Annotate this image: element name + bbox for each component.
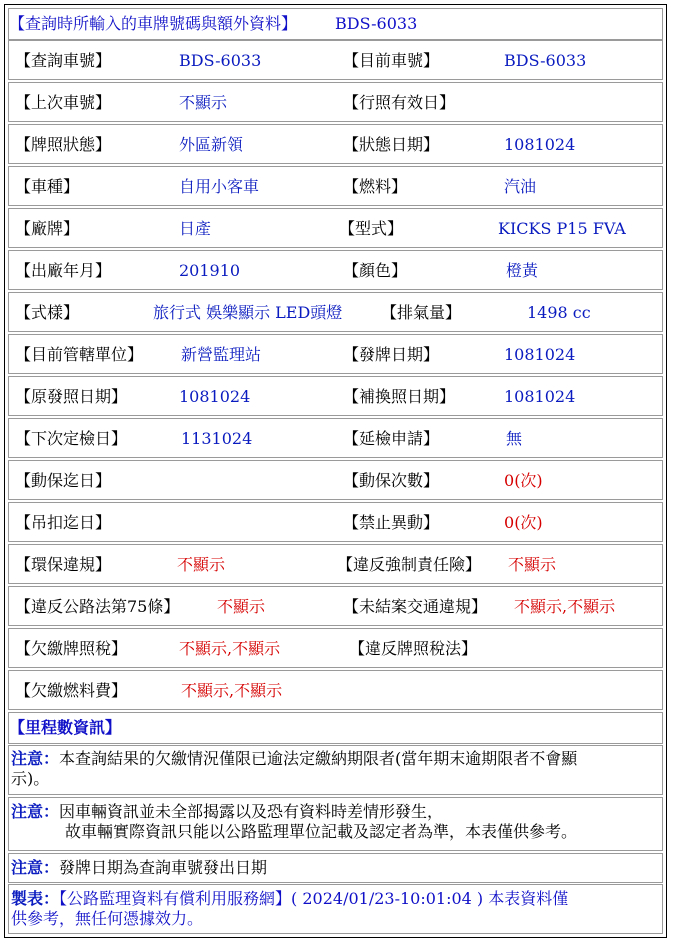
- value-query-plate: BDS-6033: [179, 51, 262, 70]
- value-environmental-violation: 不顯示: [177, 555, 226, 574]
- value-unpaid-fuel-fee: 不顯示,不顯示: [181, 681, 283, 700]
- row-fuel-fee: [8, 670, 663, 710]
- label-jurisdiction: 【目前管轄單位】: [15, 345, 144, 364]
- row-vehicle-type: [8, 166, 663, 206]
- note-issue-date: [8, 853, 663, 883]
- label-color: 【顏色】: [343, 261, 408, 280]
- note-arrears-line2: 示)。: [11, 769, 50, 788]
- value-unpaid-license-tax: 不顯示,不顯示: [179, 639, 281, 658]
- report-frame: [4, 4, 667, 938]
- label-license-valid: 【行照有效日】: [343, 93, 456, 112]
- label-traffic-violation: 【未結案交通違規】: [343, 597, 488, 616]
- value-insurance-violation: 不顯示: [508, 555, 557, 574]
- label-vehicle-type: 【車種】: [15, 177, 80, 196]
- value-previous-plate: 不顯示: [179, 93, 228, 112]
- value-current-plate: BDS-6033: [504, 51, 587, 70]
- value-issue-date: 1081024: [504, 345, 576, 364]
- value-manufacture-date: 201910: [179, 261, 241, 280]
- header-prefix: 【查詢時所輸入的車牌號碼與額外資料】: [9, 14, 298, 33]
- value-color: 橙黃: [506, 261, 539, 280]
- label-unpaid-fuel-fee: 【欠繳燃料費】: [15, 681, 128, 700]
- value-transfer-ban: [504, 513, 543, 533]
- footer-label: 製表：: [11, 889, 60, 908]
- value-highway-law-violation: 不顯示: [217, 597, 266, 616]
- value-reissue-date: 1081024: [504, 387, 576, 406]
- value-displacement: 1498 cc: [527, 303, 591, 322]
- label-original-license-date: 【原發照日期】: [15, 387, 128, 406]
- note-disclosure-line2: 故車輛實際資訊只能以公路監理單位記載及認定者為準，本表僅供參考。: [65, 822, 578, 841]
- row-chattel-mortgage: [8, 460, 663, 500]
- label-next-inspection: 【下次定檢日】: [15, 429, 128, 448]
- footer-source: 【公路監理資料有償利用服務網】( 2024/01/23-10:01:04 ) 本表資料僅: [59, 889, 569, 908]
- row-style: [8, 292, 663, 332]
- row-previous-plate: [8, 82, 663, 122]
- row-plate-status: [8, 124, 663, 164]
- label-license-tax-violation: 【違反牌照稅法】: [349, 639, 478, 658]
- mortgage-count-unit: (次): [514, 471, 543, 490]
- row-brand: [8, 208, 663, 248]
- label-style: 【式樣】: [15, 303, 80, 322]
- report-header: [8, 8, 663, 40]
- label-reissue-date: 【補換照日期】: [343, 387, 456, 406]
- label-current-plate: 【目前車號】: [343, 51, 440, 70]
- label-highway-law-violation: 【違反公路法第75條】: [15, 597, 180, 616]
- label-unpaid-license-tax: 【欠繳牌照稅】: [15, 639, 128, 658]
- value-vehicle-type: 自用小客車: [179, 177, 260, 196]
- label-brand: 【廠牌】: [15, 219, 80, 238]
- label-insurance-violation: 【違反強制責任險】: [337, 555, 482, 574]
- mileage-heading: 【里程數資訊】: [9, 718, 122, 737]
- row-mileage: [8, 712, 663, 744]
- label-model: 【型式】: [339, 219, 404, 238]
- value-traffic-violation: 不顯示,不顯示: [514, 597, 616, 616]
- note-arrears: [8, 745, 663, 795]
- row-highway-law: [8, 586, 663, 626]
- label-issue-date: 【發牌日期】: [343, 345, 440, 364]
- label-mortgage-end: 【動保迄日】: [15, 471, 112, 490]
- label-manufacture-date: 【出廠年月】: [15, 261, 112, 280]
- label-fuel: 【燃料】: [343, 177, 408, 196]
- note-issue-date-text: 發牌日期為查詢車號發出日期: [59, 858, 268, 877]
- note-arrears-line1: 本查詢結果的欠繳情況僅限已逾法定繳納期限者(當年期末逾期限者不會顯: [59, 749, 578, 768]
- value-inspection-extension: 無: [506, 429, 523, 448]
- value-model: KICKS P15 FVA: [498, 219, 626, 238]
- mortgage-count-number: 0: [504, 471, 515, 490]
- row-original-license-date: [8, 376, 663, 416]
- value-mortgage-count: [504, 471, 543, 491]
- value-jurisdiction: 新營監理站: [181, 345, 262, 364]
- footer-disclaimer: 供參考，無任何憑據效力。: [11, 909, 204, 928]
- note-disclosure: [8, 797, 663, 851]
- label-previous-plate: 【上次車號】: [15, 93, 112, 112]
- row-suspension: [8, 502, 663, 542]
- label-transfer-ban: 【禁止異動】: [343, 513, 440, 532]
- note-disclosure-line1: 因車輛資訊並未全部揭露以及恐有資料時差情形發生，: [59, 802, 444, 821]
- label-inspection-extension: 【延檢申請】: [343, 429, 440, 448]
- header-plate: BDS-6033: [335, 14, 418, 33]
- row-license-tax: [8, 628, 663, 668]
- label-query-plate: 【查詢車號】: [15, 51, 112, 70]
- transfer-ban-number: 0: [504, 513, 515, 532]
- label-suspension-end: 【吊扣迄日】: [15, 513, 112, 532]
- value-plate-status: 外區新領: [179, 135, 244, 154]
- label-status-date: 【狀態日期】: [343, 135, 440, 154]
- transfer-ban-unit: (次): [514, 513, 543, 532]
- row-plate: [8, 40, 663, 80]
- label-displacement: 【排氣量】: [381, 303, 462, 322]
- row-manufacture-date: [8, 250, 663, 290]
- row-environmental: [8, 544, 663, 584]
- label-plate-status: 【牌照狀態】: [15, 135, 112, 154]
- value-status-date: 1081024: [504, 135, 576, 154]
- note-arrears-label: 注意：: [11, 749, 60, 768]
- note-issue-date-label: 注意：: [11, 858, 60, 877]
- value-brand: 日產: [179, 219, 212, 238]
- report-footer: [8, 884, 663, 934]
- value-next-inspection: 1131024: [181, 429, 253, 448]
- label-environmental-violation: 【環保違規】: [15, 555, 112, 574]
- value-fuel: 汽油: [504, 177, 537, 196]
- row-next-inspection: [8, 418, 663, 458]
- note-disclosure-label: 注意：: [11, 802, 60, 821]
- value-original-license-date: 1081024: [179, 387, 251, 406]
- value-style: 旅行式 娛樂顯示 LED頭燈: [153, 303, 343, 322]
- label-mortgage-count: 【動保次數】: [343, 471, 440, 490]
- row-jurisdiction: [8, 334, 663, 374]
